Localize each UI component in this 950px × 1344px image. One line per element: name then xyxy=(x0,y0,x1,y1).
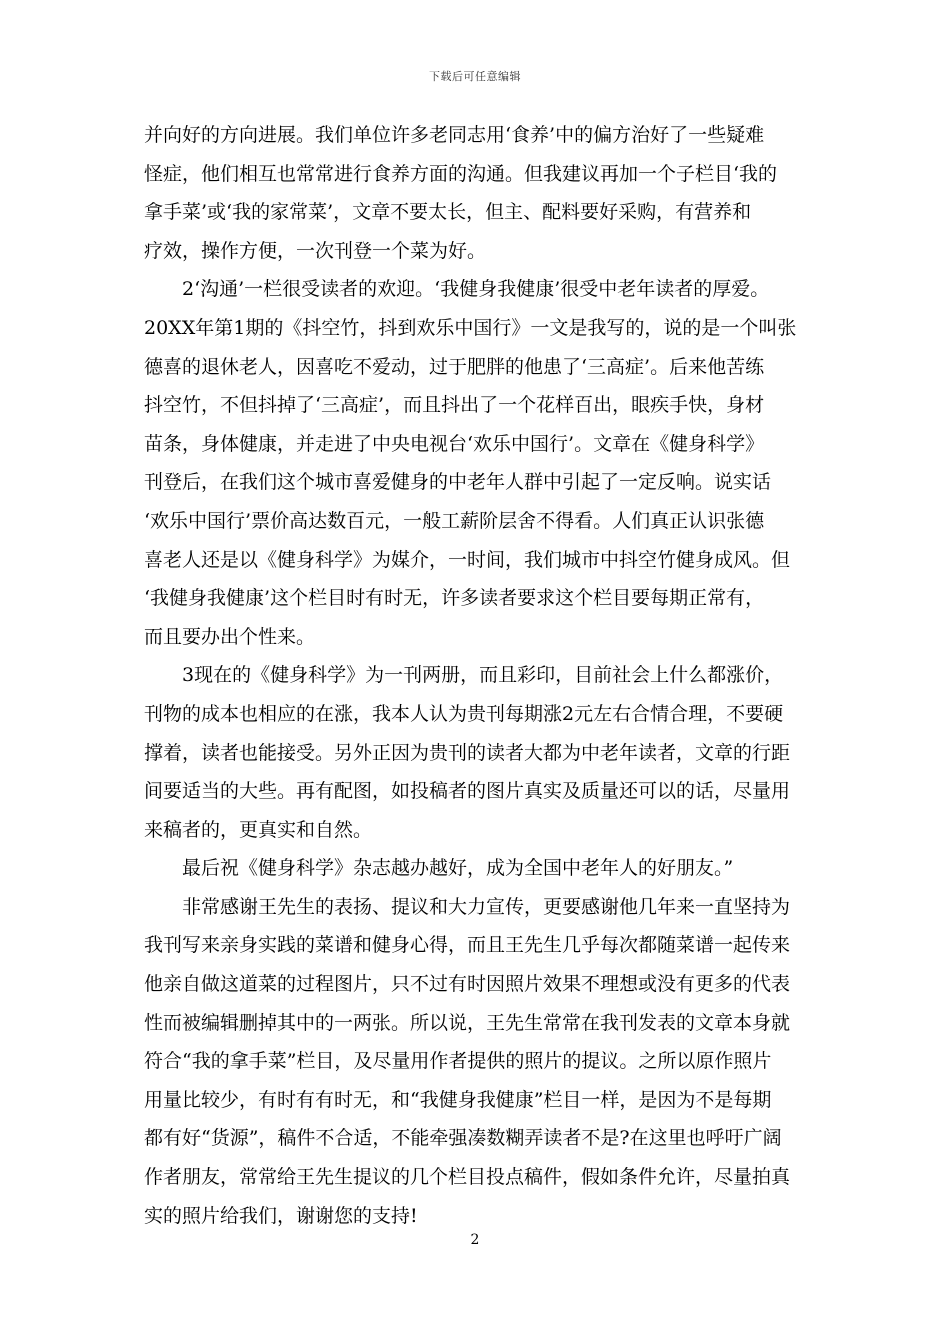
text-line: 性而被编辑删掉其中的一两张。所以说，王先生常常在我刊发表的文章本身就 xyxy=(144,1011,791,1034)
text-line: 而且要办出个性来。 xyxy=(144,625,316,648)
text-line: 实的照片给我们，谢谢您的支持! xyxy=(144,1204,418,1227)
text-line: 20XX年第1期的《抖空竹，抖到欢乐中国行》一文是我写的，说的是一个叫张 xyxy=(144,316,797,339)
text-line: 最后祝《健身科学》杂志越办越好，成为全国中老年人的好朋友。” xyxy=(182,857,734,880)
text-line: 德喜的退休老人，因喜吃不爱动，过于肥胖的他患了‘三高症’。后来他苦练 xyxy=(144,355,765,378)
text-line: 并向好的方向进展。我们单位许多老同志用‘食养’中的偏方治好了一些疑难 xyxy=(144,124,765,146)
text-line: 作者朋友，常常给王先生提议的几个栏目投点稿件，假如条件允许，尽量拍真 xyxy=(144,1166,791,1189)
text-line: 来稿者的，更真实和自然。 xyxy=(144,818,373,841)
text-line: ‘我健身我健康’这个栏目时有时无，许多读者要求这个栏目要每期正常有， xyxy=(144,587,765,610)
text-line: 间要适当的大些。再有配图，如投稿者的图片真实及质量还可以的话，尽量用 xyxy=(144,780,791,803)
page-number: 2 xyxy=(470,1232,480,1248)
text-line: 抖空竹，不但抖掉了‘三高症’，而且抖出了一个花样百出，眼疾手快，身材 xyxy=(144,394,765,417)
text-line: 刊物的成本也相应的在涨，我本人认为贵刊每期涨2元左右合情合理，不要硬 xyxy=(144,702,784,725)
text-line: 刊登后，在我们这个城市喜爱健身的中老年人群中引起了一定反响。说实话 xyxy=(144,471,772,494)
text-line: 我刊写来亲身实践的菜谱和健身心得，而且王先生几乎每次都随菜谱一起传来 xyxy=(144,934,791,957)
text-line: 拿手菜’或‘我的家常菜’，文章不要太长，但主、配料要好采购，有营养和 xyxy=(144,201,752,224)
text-line: 用量比较少，有时有有时无，和“我健身我健康”栏目一样，是因为不是每期 xyxy=(144,1088,772,1111)
text-line: 撑着，读者也能接受。另外正因为贵刊的读者大都为中老年读者，文章的行距 xyxy=(144,741,791,764)
text-line: 他亲自做这道菜的过程图片，只不过有时因照片效果不理想或没有更多的代表 xyxy=(144,973,791,996)
text-line: 2‘沟通’一栏很受读者的欢迎。‘我健身我健康’很受中老年读者的厚爱。 xyxy=(182,278,770,301)
page-header: 下载后可任意编辑 xyxy=(429,70,521,83)
text-line: 喜老人还是以《健身科学》为媒介，一时间，我们城市中抖空竹健身成风。但 xyxy=(144,548,791,571)
text-line: 苗条，身体健康，并走进了中央电视台‘欢乐中国行’。文章在《健身科学》 xyxy=(144,432,765,455)
text-line: 都有好“货源”，稿件不合适，不能牵强凑数糊弄读者不是?在这里也呼吁广阔 xyxy=(144,1127,782,1150)
text-line: 符合“我的拿手菜”栏目，及尽量用作者提供的照片的提议。之所以原作照片 xyxy=(144,1050,772,1073)
text-line: 非常感谢王先生的表扬、提议和大力宣传，更要感谢他几年来一直坚持为 xyxy=(182,895,791,918)
body-text xyxy=(144,116,816,1235)
text-line: 怪症，他们相互也常常进行食养方面的沟通。但我建议再加一个子栏目‘我的 xyxy=(144,162,778,185)
text-line: ‘欢乐中国行’票价高达数百元，一般工薪阶层舍不得看。人们真正认识张德 xyxy=(144,509,765,532)
text-line: 疗效，操作方便，一次刊登一个菜为好。 xyxy=(144,239,487,262)
text-line: 3现在的《健身科学》为一刊两册，而且彩印，目前社会上什么都涨价， xyxy=(182,664,784,687)
